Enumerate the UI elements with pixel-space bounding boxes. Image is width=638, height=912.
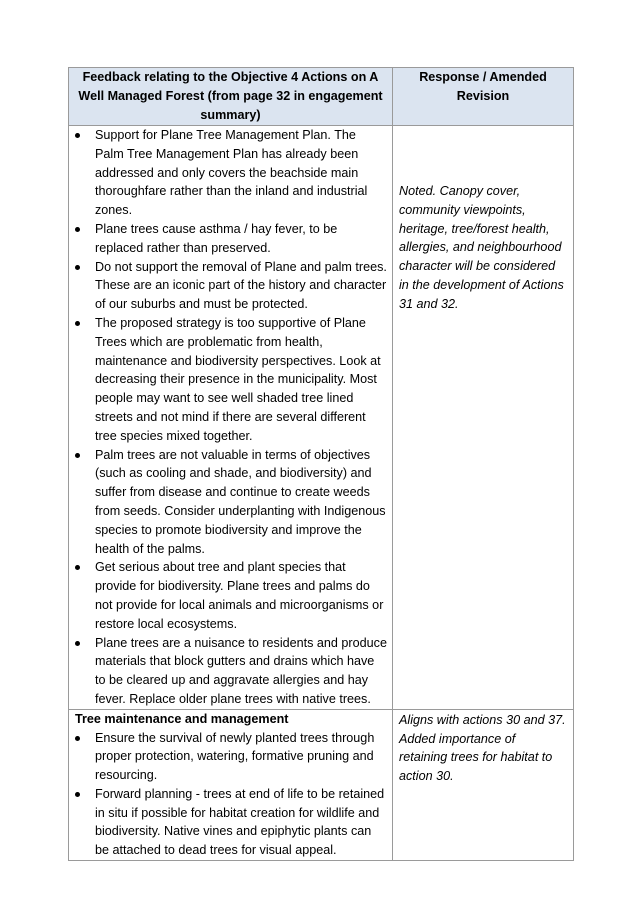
table-row bbox=[69, 709, 574, 860]
bullet-icon bbox=[75, 565, 80, 570]
feedback-cell bbox=[69, 709, 393, 860]
bullet-text: Do not support the removal of Plane and palm trees. These are an iconic part of the history and character of our suburbs and must be protected. bbox=[95, 259, 387, 312]
bullet-text: Get serious about tree and plant species that provide for biodiversity. Plane trees and palms do not provide for local animals and microorganisms or restore local ecosystems. bbox=[95, 560, 384, 631]
list-item bbox=[69, 634, 392, 709]
list-item bbox=[69, 446, 392, 559]
feedback-list bbox=[69, 729, 392, 861]
table-row bbox=[69, 126, 574, 710]
bullet-icon bbox=[75, 736, 80, 741]
header-feedback: Feedback relating to the Objective 4 Actions on A Well Managed Forest (from page 32 in engagement summary) bbox=[69, 68, 393, 126]
bullet-icon bbox=[75, 641, 80, 646]
list-item bbox=[69, 729, 392, 785]
bullet-text: Ensure the survival of newly planted trees through proper protection, watering, formative pruning and resourcing. bbox=[95, 730, 375, 783]
bullet-icon bbox=[75, 227, 80, 232]
feedback-list bbox=[69, 126, 392, 709]
bullet-icon bbox=[75, 792, 80, 797]
response-cell bbox=[393, 126, 574, 710]
bullet-icon bbox=[75, 133, 80, 138]
header-response: Response / Amended Revision bbox=[393, 68, 574, 126]
table-header-row bbox=[69, 68, 574, 126]
feedback-cell bbox=[69, 126, 393, 710]
bullet-icon bbox=[75, 453, 80, 458]
bullet-text: Plane trees are a nuisance to residents and produce materials that block gutters and drains which have to be cleared up and aggravate allergies and hay fever. Replace older plane trees with native trees. bbox=[95, 635, 387, 706]
list-item bbox=[69, 785, 392, 860]
response-cell bbox=[393, 709, 574, 860]
bullet-text: The proposed strategy is too supportive of Plane Trees which are problematic from health, maintenance and biodiversity perspectives. Look at decreasing their presence in the municipality. Most people may want to see well shaded tree lined streets and not mind if there are several different tree species mixed together. bbox=[95, 315, 381, 443]
bullet-text: Palm trees are not valuable in terms of objectives (such as cooling and shade, and biodiversity) and suffer from disease and continue to create weeds from seeds. Consider underplanting with Indigenous species to promote biodiversity and improve the health of the palms. bbox=[95, 447, 386, 556]
feedback-table bbox=[68, 67, 574, 861]
bullet-text: Forward planning - trees at end of life to be retained in situ if possible for habitat creation for wildlife and biodiversity. Native vines and epiphytic plants can be attached to dead trees for visual appeal. bbox=[95, 786, 385, 858]
list-item bbox=[69, 558, 392, 633]
bullet-icon bbox=[75, 265, 80, 270]
list-item bbox=[69, 220, 392, 258]
bullet-text: Support for Plane Tree Management Plan. The Palm Tree Management Plan has already been addressed and only covers the beachside main thoroughfare rather than the inland and industrial zones. bbox=[95, 128, 368, 218]
section-title: Tree maintenance and management bbox=[75, 711, 289, 726]
response-text: Aligns with actions 30 and 37. Added importance of retaining trees for habitat to action 30. bbox=[399, 712, 566, 784]
list-item bbox=[69, 258, 392, 314]
list-item bbox=[69, 126, 392, 220]
bullet-icon bbox=[75, 321, 80, 326]
list-item bbox=[69, 314, 392, 446]
bullet-text: Plane trees cause asthma / hay fever, to be replaced rather than preserved. bbox=[95, 221, 338, 255]
response-text: Noted. Canopy cover, community viewpoints, heritage, tree/forest health, allergies, and neighbourhood character will be considered in the development of Actions 31 and 32. bbox=[399, 184, 564, 311]
